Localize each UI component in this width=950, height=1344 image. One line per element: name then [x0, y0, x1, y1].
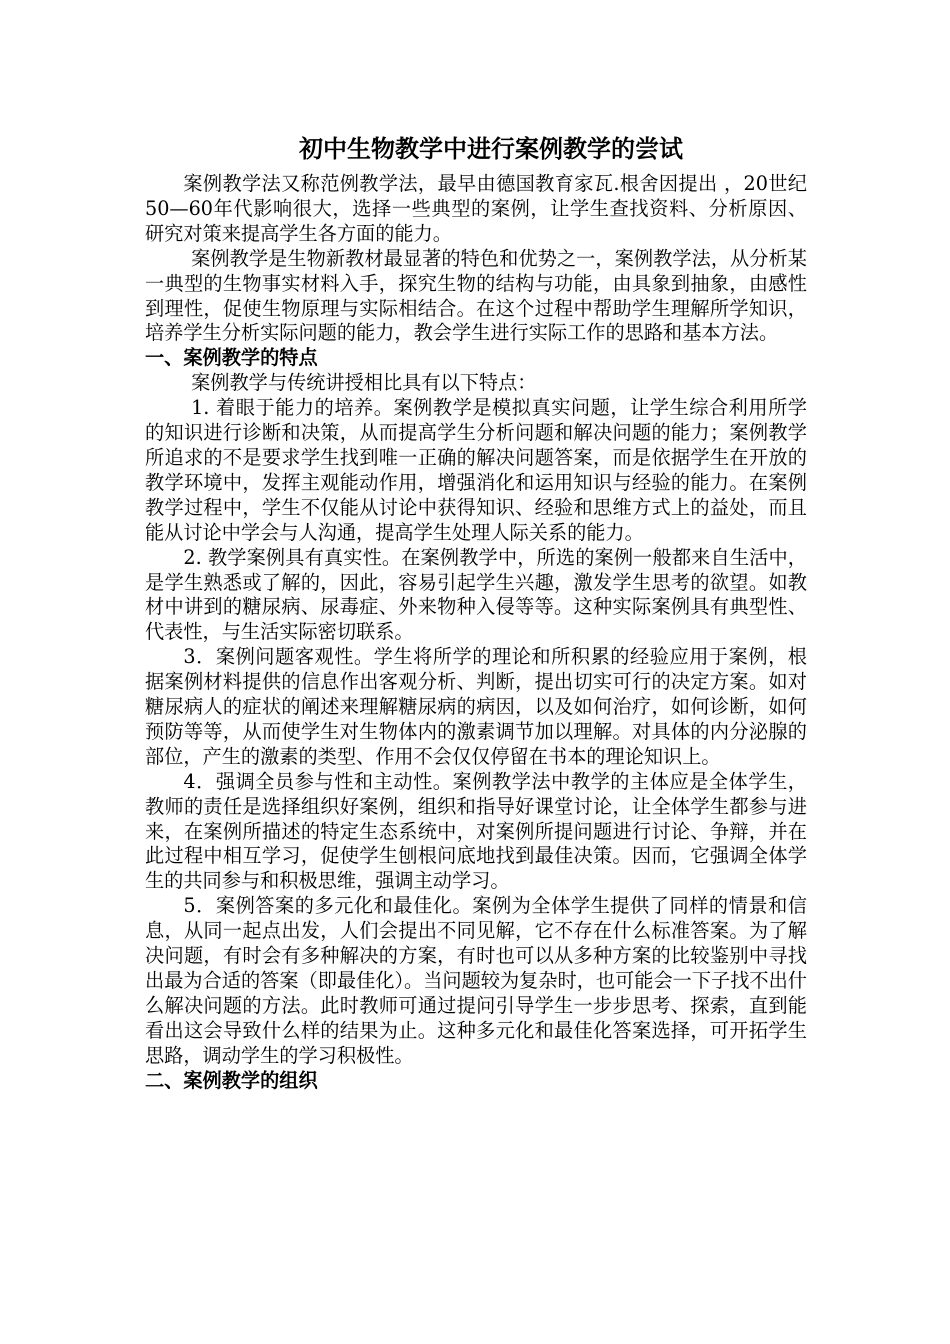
document-page — [145, 126, 807, 1094]
feature-point-1: 1. 着眼于能力的培养。案例教学是模拟真实问题，让学生综合利用所学的知识进行诊断和决策，从而提高学生分析问题和解决问题的能力；案例教学所追求的不是要求学生找到唯一正确的解决问题答案，而是依据学生在开放的教学环境中，发挥主观能动作用，增强消化和运用知识与经验的能力。在案例教学过程中，学生不仅能从讨论中获得知识、经验和思维方式上的益处，而且能从讨论中学会与人沟通，提高学生处理人际关系的能力。 — [145, 396, 807, 544]
feature-point-4: 4．强调全员参与性和主动性。案例教学法中教学的主体应是全体学生，教师的责任是选择组织好案例，组织和指导好课堂讨论，让全体学生都参与进来，在案例所描述的特定生态系统中，对案例所提问题进行讨论、争辩，并在此过程中相互学习，促使学生刨根问底地找到最佳决策。因而，它强调全体学生的共同参与和积极思维，强调主动学习。 — [145, 769, 807, 893]
document-title: 初中生物教学中进行案例教学的尝试 — [299, 135, 683, 163]
section-1-heading: 一、案例教学的特点 — [145, 346, 318, 370]
feature-point-5: 5．案例答案的多元化和最佳化。案例为全体学生提供了同样的情景和信息，从同一起点出发，人们会提出不同见解，它不存在什么标准答案。为了解决问题，有时会有多种解决的方案，有时也可以从多种方案的比较鉴别中寻找出最为合适的答案（即最佳化）。当问题较为复杂时，也可能会一下子找不出什么解决问题的方法。此时教师可通过提问引导学生一步步思考、探索，直到能看出这会导致什么样的结果为止。这种多元化和最佳化答案选择，可开拓学生思路，调动学生的学习积极性。 — [145, 894, 807, 1067]
intro-paragraph-1: 案例教学法又称范例教学法，最早由德国教育家瓦.根舍因提出 ，20世纪50—60年代影响很大，选择一些典型的案例，让学生查找资料、分析原因、研究对策来提高学生各方面的能力。 — [145, 172, 807, 245]
intro-paragraph-2: 案例教学是生物新教材最显著的特色和优势之一，案例教学法，从分析某一典型的生物事实材料入手，探究生物的结构与功能，由具象到抽象，由感性到理性，促使生物原理与实际相结合。在这个过程中帮助学生理解所学知识，培养学生分析实际问题的能力，教会学生进行实际工作的思路和基本方法。 — [145, 246, 807, 345]
feature-point-2: 2. 教学案例具有真实性。在案例教学中，所选的案例一般都来自生活中，是学生熟悉或了解的，因此，容易引起学生兴趣，激发学生思考的欲望。如教材中讲到的糖尿病、尿毒症、外来物种入侵等等。这种实际案例具有典型性、代表性，与生活实际密切联系。 — [145, 545, 807, 644]
feature-point-3: 3．案例问题客观性。学生将所学的理论和所积累的经验应用于案例，根据案例材料提供的信息作出客观分析、判断，提出切实可行的决定方案。如对糖尿病人的症状的阐述来理解糖尿病的病因，以及如何治疗，如何诊断，如何预防等等，从而使学生对生物体内的激素调节加以理解。对具体的内分泌腺的部位，产生的激素的类型、作用不会仅仅停留在书本的理论知识上。 — [145, 645, 807, 768]
section-1-lead: 案例教学与传统讲授相比具有以下特点： — [191, 371, 537, 395]
section-2-heading: 二、案例教学的组织 — [145, 1068, 318, 1092]
